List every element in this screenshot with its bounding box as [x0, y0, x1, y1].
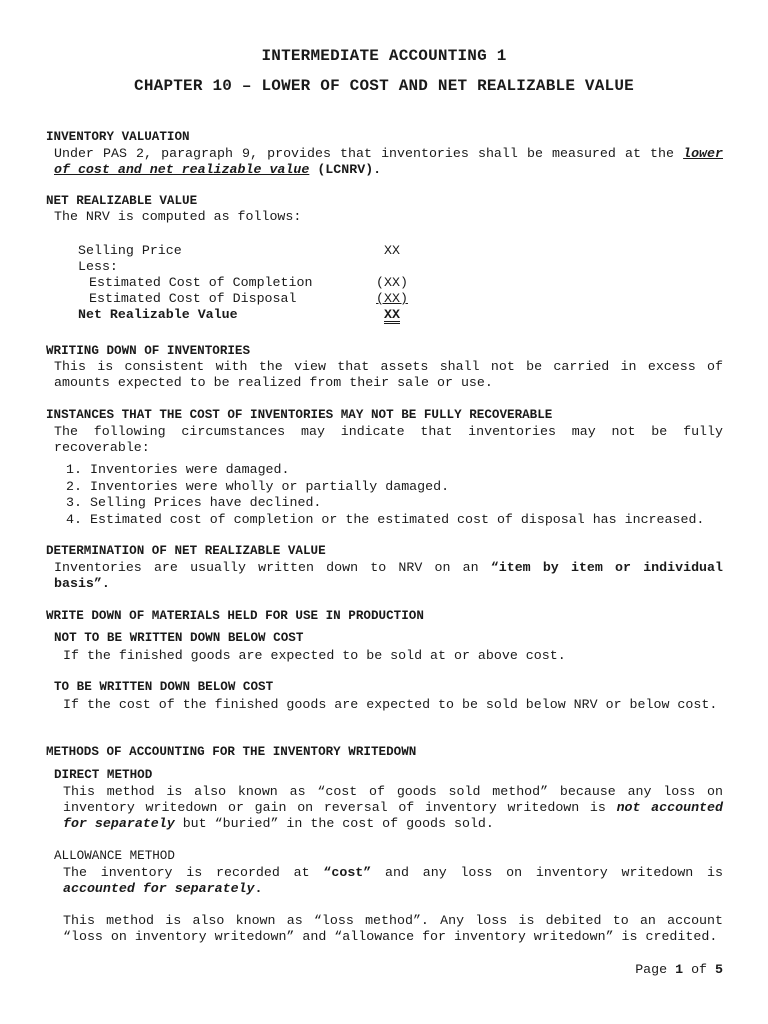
direct-method-text-after: but “buried” in the cost of goods sold.: [174, 816, 494, 831]
nrv-intro: The NRV is computed as follows:: [54, 209, 302, 224]
inventory-valuation-text-before: Under PAS 2, paragraph 9, provides that inventories shall be measured at the: [54, 146, 684, 161]
document-title: INTERMEDIATE ACCOUNTING 1: [261, 47, 507, 65]
section-heading-instances: INSTANCES THAT THE COST OF INVENTORIES MAY NOT BE FULLY RECOVERABLE: [46, 408, 553, 422]
allowance-text-before: The inventory is recorded at: [63, 865, 324, 880]
subheading-not-below-cost: NOT TO BE WRITTEN DOWN BELOW COST: [54, 631, 304, 645]
not-below-cost-text: If the finished goods are expected to be sold at or above cost.: [63, 648, 566, 663]
cost-emphasis: “cost”: [323, 865, 372, 880]
subheading-direct-method: DIRECT METHOD: [54, 768, 153, 782]
nrv-disposal-value-text: (XX): [376, 291, 408, 306]
direct-method-text: [63, 784, 723, 832]
nrv-total-label: Net Realizable Value: [78, 307, 238, 322]
nrv-disposal-value: [372, 291, 412, 306]
section-heading-writing-down: WRITING DOWN OF INVENTORIES: [46, 344, 251, 358]
chapter-title: CHAPTER 10 – LOWER OF COST AND NET REALIZABLE VALUE: [134, 77, 634, 95]
page-label: Page: [635, 962, 668, 977]
page-footer: [635, 962, 723, 977]
nrv-total-value: [372, 307, 412, 324]
section-heading-materials: WRITE DOWN OF MATERIALS HELD FOR USE IN PRODUCTION: [46, 609, 424, 623]
determination-text-before: Inventories are usually written down to NRV on an: [54, 560, 491, 575]
direct-method-text-before: This method is also known as “cost of goods sold method” because any loss on inventory writedown or gain on reversal of inventory writedown is: [63, 784, 723, 815]
nrv-total-value-text: XX: [384, 307, 400, 322]
below-cost-text: If the cost of the finished goods are expected to be sold below NRV or below cost.: [63, 697, 718, 712]
nrv-selling-price-value: XX: [384, 243, 400, 258]
nrv-less-label: Less:: [78, 259, 118, 274]
instances-list: [66, 462, 750, 528]
inventory-valuation-text: [54, 146, 723, 178]
subheading-below-cost: TO BE WRITTEN DOWN BELOW COST: [54, 680, 274, 694]
section-heading-inventory-valuation: INVENTORY VALUATION: [46, 130, 190, 144]
list-item: 4. Estimated cost of completion or the estimated cost of disposal has increased.: [90, 512, 750, 529]
of-label: of: [691, 962, 708, 977]
total-pages: 5: [715, 962, 723, 977]
allowance-text-after: .: [254, 881, 263, 896]
list-item: 3. Selling Prices have declined.: [90, 495, 750, 512]
nrv-completion-value: (XX): [376, 275, 408, 290]
list-item: 1. Inventories were damaged.: [90, 462, 750, 479]
section-heading-determination: DETERMINATION OF NET REALIZABLE VALUE: [46, 544, 326, 558]
not-accounted-separately-emphasis: not accounted for separately: [63, 800, 723, 831]
lcnrv-emphasis: lower of cost and net realizable value: [54, 146, 723, 177]
section-heading-methods: METHODS OF ACCOUNTING FOR THE INVENTORY WRITEDOWN: [46, 745, 417, 759]
allowance-text-mid: and any loss on inventory writedown is: [371, 865, 724, 880]
determination-text: [54, 560, 723, 592]
nrv-disposal-label: Estimated Cost of Disposal: [89, 291, 297, 306]
page-number: 1: [675, 962, 684, 977]
list-item: 2. Inventories were wholly or partially damaged.: [90, 479, 750, 496]
subheading-allowance-method: ALLOWANCE METHOD: [54, 849, 175, 863]
nrv-completion-label: Estimated Cost of Completion: [89, 275, 313, 290]
instances-intro: The following circumstances may indicate that inventories may not be fully recoverable:: [54, 424, 723, 455]
allowance-method-text-2: This method is also known as “loss method”. Any loss is debited to an account “loss on inventory writedown” and “allowance for inventory writedown” is credited.: [63, 913, 723, 944]
nrv-selling-price-label: Selling Price: [78, 243, 182, 258]
accounted-separately-emphasis: accounted for separately: [63, 881, 255, 896]
allowance-method-text-1: [63, 865, 723, 897]
section-heading-nrv: NET REALIZABLE VALUE: [46, 194, 198, 208]
writing-down-text: This is consistent with the view that assets shall not be carried in excess of amounts expected to be realized from their sale or use.: [54, 359, 723, 390]
determination-text-after: .: [101, 576, 110, 591]
inventory-valuation-text-after: (LCNRV).: [309, 162, 382, 177]
item-by-item-emphasis: “item by item or individual basis”: [54, 560, 723, 591]
